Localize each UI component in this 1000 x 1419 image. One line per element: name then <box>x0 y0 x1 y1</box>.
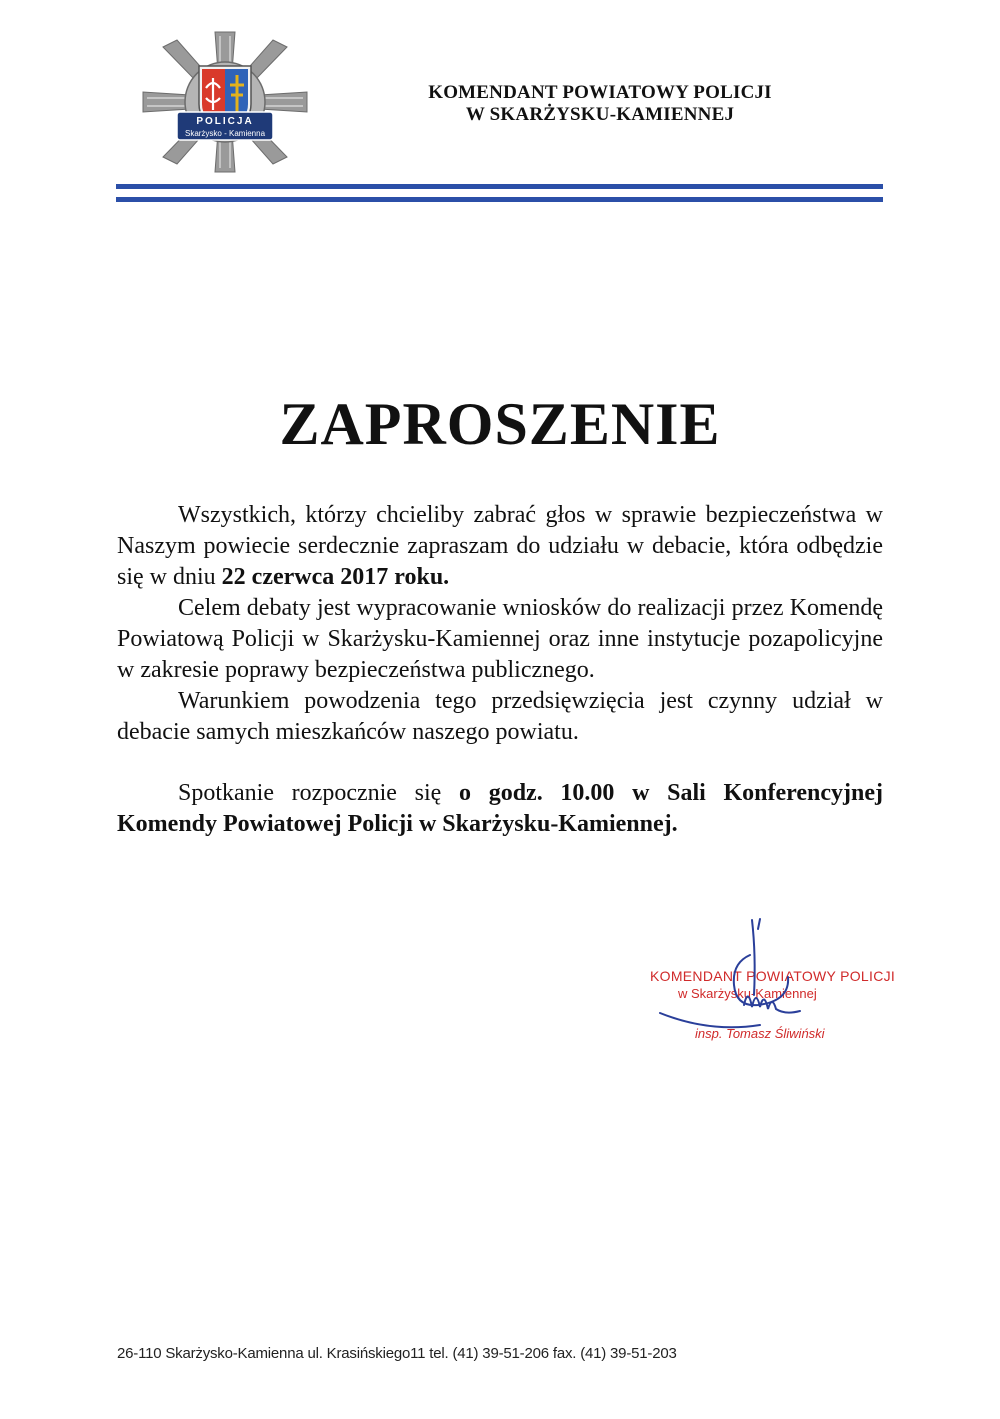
paragraph-4-venue: o godz. 10.00 w Sali Konferencyjnej Komendy Powiatowej Policji w Skarżysku-Kamiennej. <box>117 780 883 837</box>
badge-text-bottom: Skarżysko - Kamienna <box>184 129 266 138</box>
paragraph-3: Warunkiem powodzenia tego przedsięwzięcia jest czynny udział w debacie samych mieszkańców naszego powiatu. <box>117 688 883 745</box>
header-title <box>330 82 870 126</box>
document-title: ZAPROSZENIE <box>279 391 721 457</box>
paragraph-4 <box>117 778 883 840</box>
header-divider-top <box>116 184 883 189</box>
paragraph-2: Celem debaty jest wypracowanie wniosków do realizacji przez Komendę Powiatową Policji w Skarżysku-Kamiennej oraz inne instytucje pozapolicyjne w zakresie poprawy bezpieczeństwa publicznego. <box>117 595 883 683</box>
document-body <box>117 500 883 840</box>
paragraph-4-text: Spotkanie rozpocznie się <box>178 780 459 806</box>
stamp-line-3: insp. Tomasz Śliwiński <box>695 1026 825 1041</box>
header-line-2: W SKARŻYSKU-KAMIENNEJ <box>465 104 735 125</box>
stamp-line-2: w Skarżysku-Kamiennej <box>678 986 817 1001</box>
official-stamp <box>640 962 896 1052</box>
footer-address: 26-110 Skarżysko-Kamienna ul. Krasińskiego11 tel. (41) 39-51-206 fax. (41) 39-51-203 <box>117 1345 677 1362</box>
stamp-line-1: KOMENDANT POWIATOWY POLICJI <box>650 968 896 984</box>
badge-text-top: POLICJA <box>196 116 254 127</box>
paragraph-1 <box>117 500 883 593</box>
paragraph-1-date: 22 czerwca 2017 roku. <box>221 564 450 590</box>
header-line-1: KOMENDANT POWIATOWY POLICJI <box>428 82 772 103</box>
paragraph-1-text: Wszystkich, którzy chcieliby zabrać głos w sprawie bezpieczeństwa w Naszym powiecie serdecznie zapraszam do udziału w debacie, która odbędzie się w dniu <box>117 502 883 590</box>
header-divider-bottom <box>116 197 883 202</box>
police-star-badge-icon <box>140 30 310 175</box>
